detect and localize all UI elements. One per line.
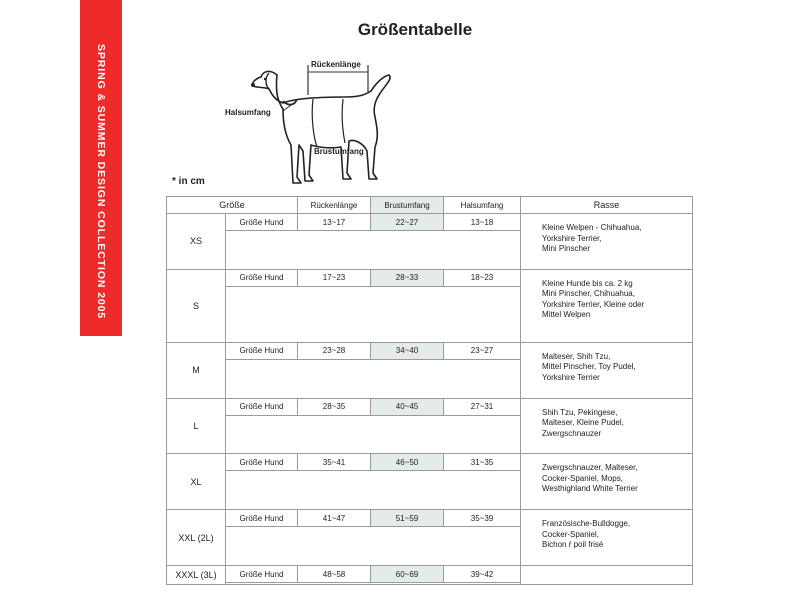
chest-value: 28~33: [371, 269, 444, 286]
neck-value: 27~31: [444, 398, 521, 415]
table-row: [167, 214, 693, 231]
breed-line: Yorkshire Terrier, Kleine oder: [542, 299, 645, 309]
size-value: L: [167, 398, 226, 454]
breed-line: Cocker-Spaniel, Mops,: [542, 473, 623, 483]
header-breed: Rasse: [521, 197, 693, 214]
breed-line: Mini Pinscher, Chihuahua,: [542, 289, 635, 299]
size-value: XS: [167, 214, 226, 270]
back-length-value: 13~17: [298, 214, 371, 231]
dog-size-label: Größe Hund: [226, 214, 298, 231]
header-chest: Brustumfang: [371, 197, 444, 214]
neck-value: 35~39: [444, 510, 521, 527]
breed-line: Malteser, Kleine Pudel,: [542, 418, 624, 428]
banner-text: SPRING & SUMMER DESIGN COLLECTION 2005: [95, 44, 107, 320]
breed-line: Kleine Hunde bis ca. 2 kg: [542, 278, 633, 288]
breed-line: Mittel Pinscher, Toy Pudel,: [542, 362, 636, 372]
neck-value: 18~23: [444, 269, 521, 286]
dog-illustration: [225, 55, 405, 190]
neck-value: 39~42: [444, 566, 521, 583]
breed-line: Yorkshire Terrier,: [542, 233, 602, 243]
back-length-value: 48~58: [298, 566, 371, 583]
table-row: [167, 398, 693, 415]
page-title: Größentabelle: [357, 20, 473, 39]
breed-line: Mittel Welpen: [542, 310, 591, 320]
blank-cell: [226, 471, 521, 510]
breed-list: [521, 566, 693, 585]
back-length-label: Rückenlänge: [311, 60, 361, 69]
neck-value: 31~35: [444, 454, 521, 471]
header-size: Größe: [167, 197, 298, 214]
breed-line: Zwergschnauzer: [542, 428, 602, 438]
dog-size-label: Größe Hund: [226, 454, 298, 471]
chest-value: 51~59: [371, 510, 444, 527]
breed-line: Shih Tzu, Pekingese,: [542, 407, 618, 417]
unit-note: * in cm: [172, 176, 205, 187]
breed-line: Kleine Welpen - Chihuahua,: [542, 223, 642, 232]
back-length-value: 28~35: [298, 398, 371, 415]
collection-banner: [80, 0, 122, 336]
dog-size-label: Größe Hund: [226, 566, 298, 583]
dog-size-label: Größe Hund: [226, 342, 298, 359]
chest-value: 60~69: [371, 566, 444, 583]
table-header-row: [167, 197, 693, 214]
breed-list: [521, 269, 693, 342]
back-length-value: 23~28: [298, 342, 371, 359]
chest-value: 40~45: [371, 398, 444, 415]
dog-size-label: Größe Hund: [226, 510, 298, 527]
breed-line: Mini Pinscher: [542, 244, 591, 253]
dog-measurement-diagram: [225, 55, 405, 190]
neck-value: 23~27: [444, 342, 521, 359]
back-length-value: 35~41: [298, 454, 371, 471]
table-row: [167, 510, 693, 527]
dog-size-label: Größe Hund: [226, 269, 298, 286]
blank-cell: [226, 286, 521, 342]
breed-line: Cocker-Spaniel,: [542, 529, 599, 539]
blank-cell: [226, 231, 521, 270]
size-value: XXXL (3L): [167, 566, 226, 585]
chest-value: 22~27: [371, 214, 444, 231]
size-table: [166, 196, 693, 585]
breed-line: Bichon ŕ poil frisé: [542, 540, 604, 550]
size-value: XXL (2L): [167, 510, 226, 566]
breed-list: [521, 214, 693, 270]
size-value: S: [167, 269, 226, 342]
blank-cell: [226, 583, 521, 585]
table-row: [167, 454, 693, 471]
breed-line: Zwergschnauzer, Malteser,: [542, 463, 638, 473]
header-neck: Halsumfang: [444, 197, 521, 214]
size-value: M: [167, 342, 226, 398]
blank-cell: [226, 359, 521, 398]
breed-list: [521, 342, 693, 398]
breed-line: Französische-Bulldogge,: [542, 519, 631, 529]
neck-label: Halsumfang: [225, 108, 271, 117]
header-back-length: Rückenlänge: [298, 197, 371, 214]
blank-cell: [226, 415, 521, 454]
back-length-value: 41~47: [298, 510, 371, 527]
breed-list: [521, 454, 693, 510]
size-value: XL: [167, 454, 226, 510]
breed-list: [521, 398, 693, 454]
chest-label: Brustumfang: [314, 147, 364, 156]
dog-size-label: Größe Hund: [226, 398, 298, 415]
table-row: [167, 566, 693, 583]
blank-cell: [226, 527, 521, 566]
breed-list: [521, 510, 693, 566]
breed-line: Yorkshire Terrier: [542, 372, 600, 382]
back-length-value: 17~23: [298, 269, 371, 286]
table-row: [167, 342, 693, 359]
table-row: [167, 269, 693, 286]
neck-value: 13~18: [444, 214, 521, 231]
chest-value: 34~40: [371, 342, 444, 359]
breed-line: Westhighland White Terrier: [542, 484, 638, 494]
chest-value: 46~50: [371, 454, 444, 471]
breed-line: Malteser, Shih Tzu,: [542, 351, 611, 361]
